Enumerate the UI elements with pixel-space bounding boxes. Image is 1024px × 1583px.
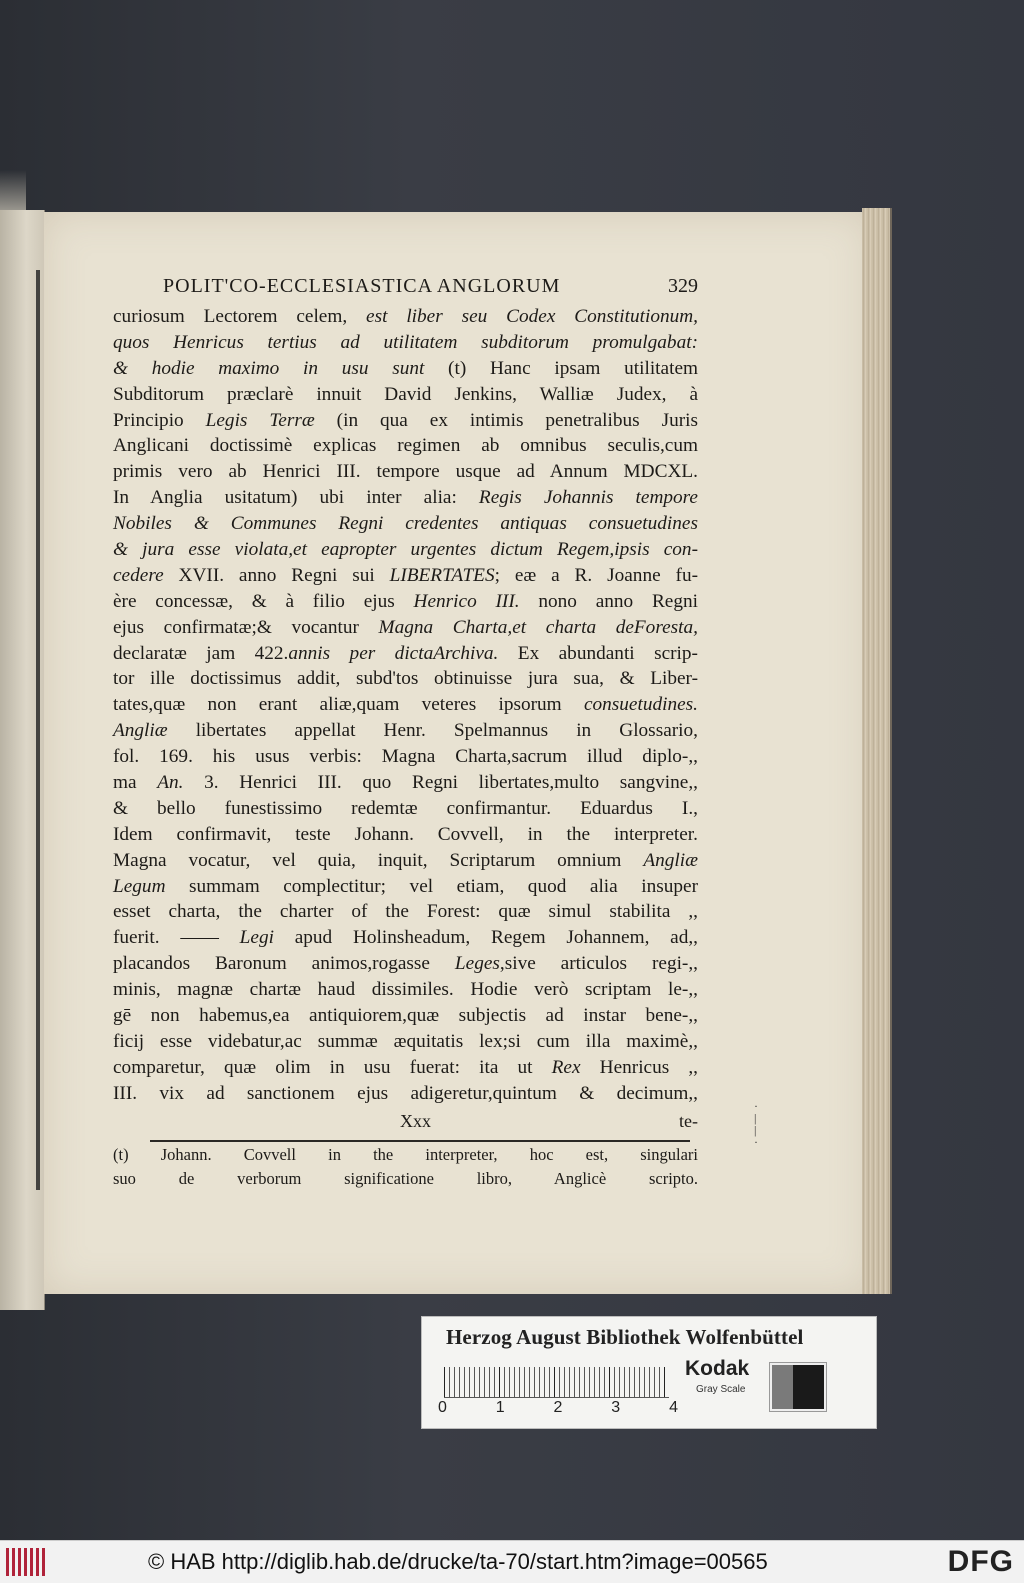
text-run: & hodie maximo in usu sunt <box>113 357 425 379</box>
text-line <box>113 692 698 718</box>
text-run: Subditorum præclarè innuit David Jenkins, Walliæ Judex, à <box>113 383 698 405</box>
text-line <box>113 718 698 744</box>
text-run: Magna Charta,et charta deForesta, <box>378 616 698 638</box>
library-logo-icon <box>6 1548 46 1576</box>
text-line <box>113 874 698 900</box>
text-line <box>113 485 698 511</box>
text-run: Leges <box>454 953 500 975</box>
text-run: Regis Johannis tempore <box>478 487 698 509</box>
text-run: & jura esse violata,et eapropter urgentes dictum Regem,ipsis con- <box>113 539 698 561</box>
card-title: Herzog August Bibliothek Wolfenbüttel <box>446 1325 804 1349</box>
text-run: Idem confirmavit, teste Johann. Covvell, in the interpreter. <box>113 823 698 845</box>
text-run: placandos Baronum animos,rogasse <box>113 953 455 975</box>
text-line <box>113 977 698 1003</box>
footnote-rule <box>150 1140 690 1142</box>
catchword: te- <box>679 1110 698 1131</box>
text-run: minis, magnæ chartæ haud dissimiles. Hodie verò scriptam le-,, <box>113 979 698 1001</box>
text-run: In Anglia usitatum) ubi inter alia: <box>113 487 479 509</box>
page-number: 329 <box>668 275 698 297</box>
text-run: cedere <box>113 564 164 586</box>
text-run: curiosum Lectorem celem, <box>113 306 367 327</box>
text-run: Angliæ <box>113 720 168 742</box>
text-line <box>113 1081 698 1107</box>
scale-number: 0 <box>438 1399 447 1416</box>
text-line <box>113 1003 698 1029</box>
text-line <box>113 848 698 874</box>
text-line <box>113 770 698 796</box>
text-run: Rex <box>551 1056 581 1078</box>
text-run: primis vero ab Henrici III. tempore usque ad Annum MDCXL. <box>113 461 698 483</box>
text-run: & bello funestissimo redemtæ confirmantur. Eduardus I., <box>113 797 698 819</box>
text-run: gē non habemus,ea antiquiorem,quæ subjectis ad instar bene-,, <box>113 1005 698 1027</box>
signature-mark: Xxx <box>400 1110 431 1131</box>
text-run: tor ille doctissimus addit, subd'tos obtinuisse jura sua, & Liber- <box>113 668 698 690</box>
text-line <box>113 615 698 641</box>
kodak-brand: Kodak <box>685 1357 750 1380</box>
running-head-title: POLIT'CO-ECCLESIASTICA ANGLORUM <box>163 275 561 297</box>
text-line <box>113 382 698 408</box>
kodak-subtitle: Gray Scale <box>696 1384 746 1395</box>
text-run: (t) Hanc ipsam utilitatem <box>424 357 698 379</box>
text-line <box>113 925 698 951</box>
dfg-logo: DFG <box>947 1545 1014 1578</box>
text-run: LIBERTATES <box>389 564 495 586</box>
card-scale-numbers <box>438 1399 678 1417</box>
text-line <box>113 796 698 822</box>
text-line <box>113 459 698 485</box>
text-run: Principio <box>113 409 206 431</box>
scale-number: 1 <box>495 1399 505 1416</box>
text-line <box>113 433 698 459</box>
text-run: fuerit. —— <box>113 927 240 949</box>
text-run: An. <box>157 772 184 794</box>
gray-scale-swatch <box>770 1363 826 1411</box>
text-line <box>113 822 698 848</box>
text-run: XVII. anno Regni sui <box>163 564 390 586</box>
text-run: Legum <box>113 875 166 897</box>
text-run: Legis Terræ <box>205 409 315 431</box>
text-run: Henricus ,, <box>580 1056 699 1078</box>
card-ruler <box>444 1367 669 1398</box>
text-run: ; eæ a R. Joanne fu- <box>494 564 699 586</box>
text-run: Legi <box>239 927 274 949</box>
text-line <box>113 1167 698 1191</box>
text-run: ficij esse videbatur,ac summæ æquitatis lex;si cum illa maximè,, <box>113 1030 698 1052</box>
text-run: comparetur, quæ olim in usu fuerat: ita ut <box>113 1056 552 1078</box>
text-line <box>113 666 698 692</box>
footnote <box>113 1143 698 1191</box>
text-run: ma <box>113 772 158 794</box>
text-run: 3. Henrici III. quo Regni libertates,multo sangvine,, <box>183 772 698 794</box>
running-head <box>163 274 698 304</box>
page-text-block <box>113 274 698 1133</box>
text-line <box>113 356 698 382</box>
text-run: fol. 169. his usus verbis: Magna Charta,sacrum illud diplo-,, <box>113 746 698 768</box>
text-line <box>113 589 698 615</box>
text-run: nono anno Regni <box>519 590 698 612</box>
text-run: apud Holinsheadum, Regem Johannem, ad,, <box>273 927 698 949</box>
scale-number: 2 <box>553 1399 563 1416</box>
text-run: ,sive articulos regi-,, <box>499 953 698 975</box>
text-line <box>113 304 698 330</box>
catchline <box>113 1109 698 1133</box>
body-text <box>113 304 698 1107</box>
text-run: ère concessæ, & à filio ejus <box>113 590 414 612</box>
text-run: consuetudines. <box>583 694 698 716</box>
text-line <box>113 408 698 434</box>
text-run: declaratæ jam 422. <box>113 642 289 664</box>
text-line <box>113 563 698 589</box>
text-run: (t) Johann. Covvell in the interpreter, hoc est, singulari <box>113 1145 698 1164</box>
text-run: tates,quæ non erant aliæ,quam veteres ipsorum <box>113 694 584 716</box>
text-line <box>113 641 698 667</box>
text-run: ejus confirmatæ;& vocantur <box>113 616 379 638</box>
footer-credit: © HAB http://diglib.hab.de/drucke/ta-70/start.htm?image=00565 <box>148 1549 768 1574</box>
scale-number: 3 <box>611 1399 621 1416</box>
page-fore-edge <box>862 208 892 1294</box>
text-run: annis per dictaArchiva. <box>288 642 499 664</box>
text-run: Henrico III. <box>413 590 520 612</box>
text-line <box>113 330 698 356</box>
text-run: (in qua ex intimis penetralibus Juris <box>314 409 699 431</box>
margin-mark: · | | · <box>754 1099 758 1149</box>
text-run: Ex abundanti scrip- <box>498 642 698 664</box>
text-run: suo de verborum significatione libro, Anglicè scripto. <box>113 1169 698 1188</box>
text-run: libertates appellat Henr. Spelmannus in Glossario, <box>167 720 698 742</box>
text-run: esset charta, the charter of the Forest: quæ simul stabilita ,, <box>113 901 698 923</box>
text-run: III. vix ad sanctionem ejus adigeretur,quintum & decimum,, <box>113 1082 698 1104</box>
text-run: est liber seu Codex Constitutionum, <box>366 306 699 327</box>
text-run: quos Henricus tertius ad utilitatem subditorum promulgabat: <box>113 331 698 353</box>
text-line <box>113 511 698 537</box>
text-line <box>113 951 698 977</box>
text-run: summam complectitur; vel etiam, quod alia insuper <box>165 875 698 897</box>
text-line <box>113 1143 698 1167</box>
text-line <box>113 1055 698 1081</box>
color-reference-card <box>421 1316 877 1429</box>
text-line <box>113 1029 698 1055</box>
text-run: Angliæ <box>643 849 698 871</box>
text-run: Anglicani doctissimè explicas regimen ab omnibus seculis,cum <box>113 435 698 457</box>
scale-number: 4 <box>669 1399 678 1416</box>
text-run: Nobiles & Communes Regni credentes antiquas consuetudines <box>113 513 698 535</box>
text-line <box>113 899 698 925</box>
page-gutter <box>36 270 40 1190</box>
text-line <box>113 537 698 563</box>
footer-bar <box>0 1540 1024 1583</box>
text-run: Magna vocatur, vel quia, inquit, Scriptarum omnium <box>113 849 644 871</box>
text-line <box>113 744 698 770</box>
